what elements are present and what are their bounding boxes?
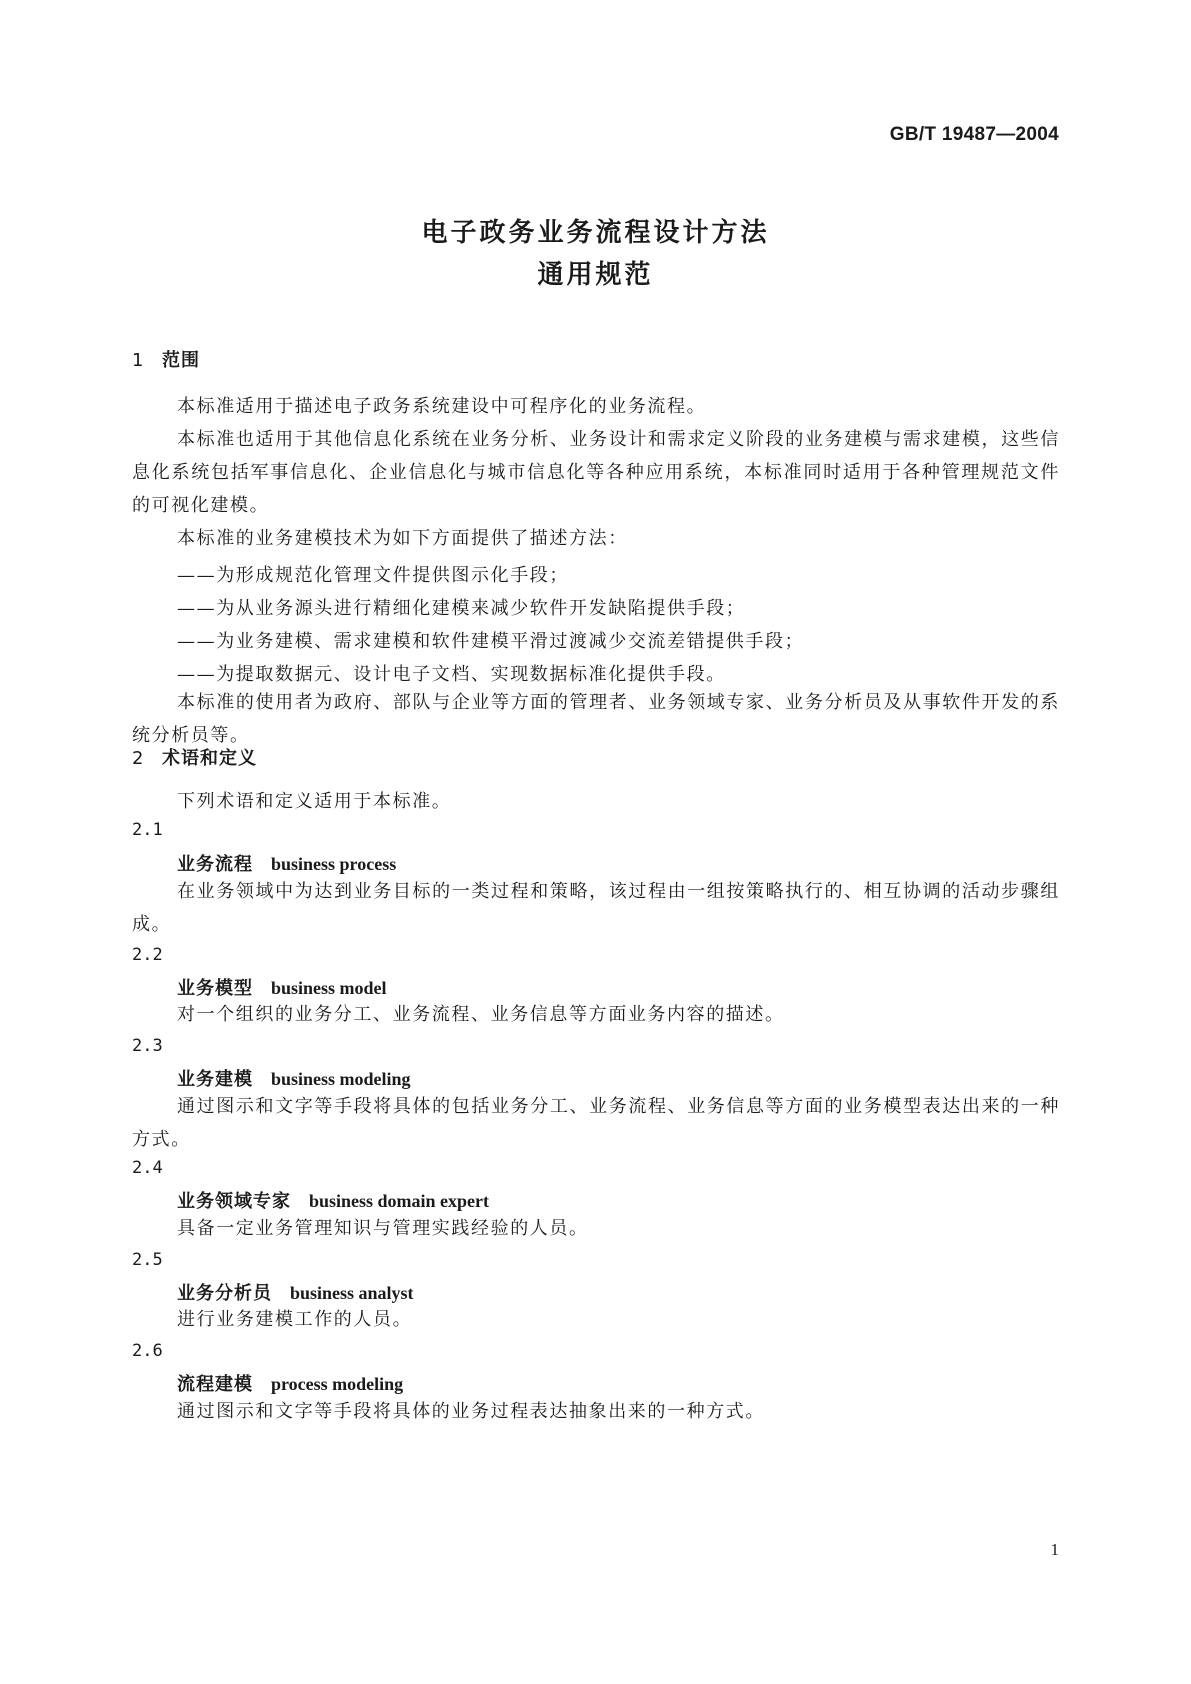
- term-zh: 业务模型: [177, 978, 253, 999]
- paragraph: 本标准适用于描述电子政务系统建设中可程序化的业务流程。: [177, 396, 707, 417]
- paragraph: 本标准的使用者为政府、部队与企业等方面的管理者、业务领域专家、业务分析员及从事软件开发的系统分析员等。: [132, 692, 1060, 746]
- term-zh: 业务分析员: [177, 1283, 272, 1304]
- term-number: 2.4: [132, 1158, 163, 1178]
- term-number: 2.5: [132, 1250, 163, 1270]
- term-number: 2.3: [132, 1036, 163, 1056]
- term-heading: [177, 1279, 414, 1305]
- term-definition: 在业务领域中为达到业务目标的一类过程和策略，该过程由一组按策略执行的、相互协调的活动步骤组成。: [132, 881, 1060, 935]
- term-number: 2.2: [132, 945, 163, 965]
- term-heading: [177, 1370, 403, 1396]
- section-number: 1: [132, 350, 145, 371]
- list-item: ——为形成规范化管理文件提供图示化手段；: [177, 565, 569, 586]
- paragraph: 本标准的业务建模技术为如下方面提供了描述方法：: [177, 528, 628, 549]
- term-en: business process: [271, 854, 397, 874]
- term-en: business model: [271, 978, 387, 998]
- term-zh: 业务建模: [177, 1069, 253, 1090]
- list-item: ——为业务建模、需求建模和软件建模平滑过渡减少交流差错提供手段；: [177, 631, 805, 652]
- term-en: business domain expert: [309, 1191, 490, 1211]
- list-item: ——为从业务源头进行精细化建模来减少软件开发缺陷提供手段；: [177, 598, 746, 619]
- term-en: business analyst: [290, 1283, 414, 1303]
- document-title-line-1: 电子政务业务流程设计方法: [421, 218, 770, 248]
- section-2-heading: [132, 744, 257, 770]
- term-zh: 业务流程: [177, 854, 253, 875]
- term-definition: 进行业务建模工作的人员。: [177, 1309, 413, 1330]
- term-definition: 对一个组织的业务分工、业务流程、业务信息等方面业务内容的描述。: [177, 1004, 785, 1025]
- term-zh: 流程建模: [177, 1374, 253, 1395]
- term-definition: 具备一定业务管理知识与管理实践经验的人员。: [177, 1218, 589, 1239]
- paragraph: 本标准也适用于其他信息化系统在业务分析、业务设计和需求定义阶段的业务建模与需求建模，这些信息化系统包括军事信息化、企业信息化与城市信息化等各种应用系统，本标准同时适用于各种管理规范文件的可视化建模。: [132, 429, 1060, 516]
- term-heading: [177, 850, 396, 876]
- standard-number: GB/T 19487—2004: [889, 124, 1059, 145]
- term-number: 2.6: [132, 1341, 163, 1361]
- term-number: 2.1: [132, 820, 163, 840]
- list-item: ——为提取数据元、设计电子文档、实现数据标准化提供手段。: [177, 664, 726, 685]
- page-number: 1: [1050, 1540, 1059, 1559]
- term-en: business modeling: [271, 1069, 411, 1089]
- document-title-line-2: 通用规范: [537, 260, 654, 290]
- paragraph: 下列术语和定义适用于本标准。: [177, 791, 452, 812]
- term-definition: 通过图示和文字等手段将具体的业务过程表达抽象出来的一种方式。: [177, 1401, 765, 1422]
- section-title: 范围: [162, 350, 200, 371]
- term-heading: [177, 974, 387, 1000]
- section-title: 术语和定义: [162, 748, 257, 769]
- section-1-heading: [132, 346, 200, 372]
- term-heading: [177, 1187, 489, 1213]
- term-heading: [177, 1065, 411, 1091]
- section-number: 2: [132, 748, 145, 769]
- term-definition: 通过图示和文字等手段将具体的包括业务分工、业务流程、业务信息等方面的业务模型表达出来的一种方式。: [132, 1096, 1060, 1150]
- term-zh: 业务领域专家: [177, 1191, 291, 1212]
- term-en: process modeling: [271, 1374, 404, 1394]
